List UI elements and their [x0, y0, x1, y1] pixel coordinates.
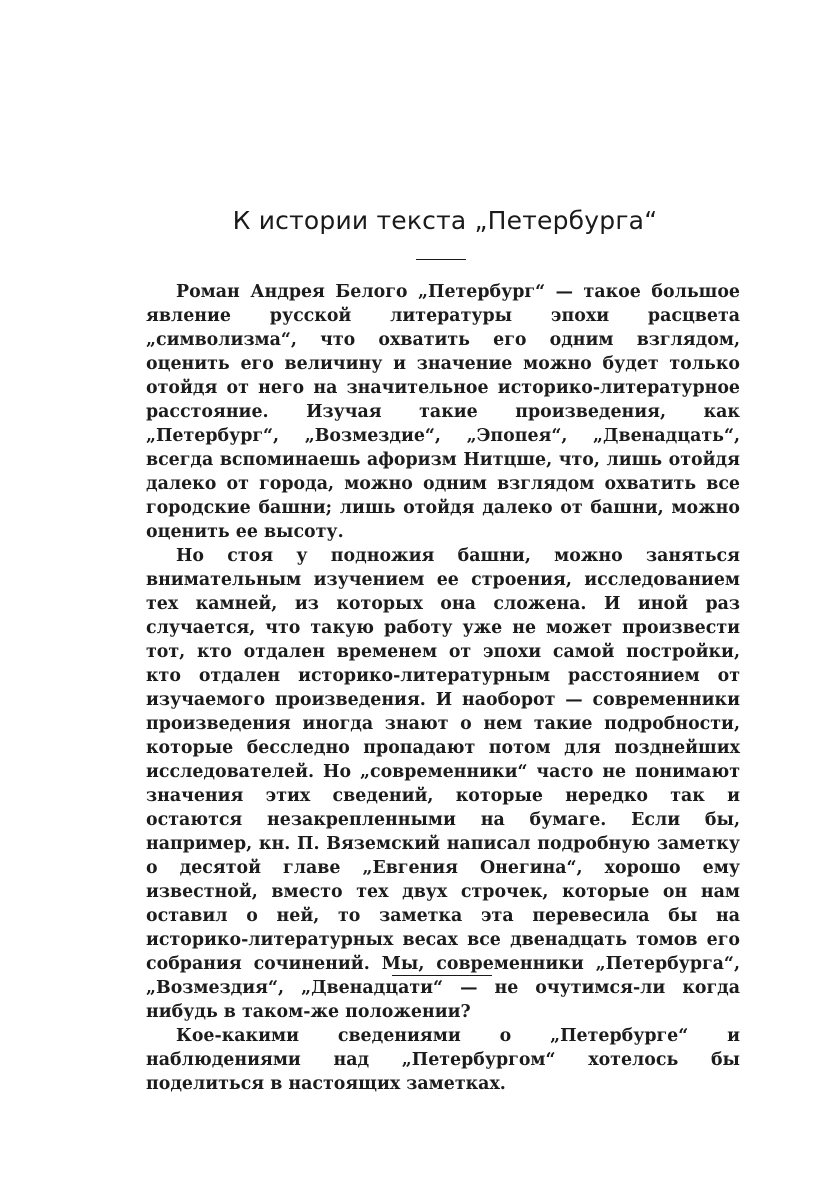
paragraph-1: Роман Андрея Белого „Петербург“ — такое большое явление русской литературы эпохи расцвета „символизма“, что охватить его одним взглядом, оценить его величину и значение можно будет только отойдя от него на значительное историко-литературное расстояние. Изучая такие произведения, как „Петербург“, „Возмездие“, „Эпопея“, „Двенадцать“, всегда вспоминаешь афоризм Нитцше, что, лишь отойдя далеко от города, можно одним взглядом охватить все городские башни; лишь отойдя далеко от башни, можно оценить ее высоту. [146, 282, 740, 542]
paragraph-2: Но стоя у подножия башни, можно заняться внимательным изучением ее строения, исследованием тех камней, из которых она сложена. И иной раз случается, что такую работу уже не может произвести тот, кто отдален временем от эпохи самой постройки, кто отдален историко-литературным расстоянием от изучаемого произведения. И наоборот — современники произведения иногда знают о нем такие подробности, которые бесследно пропадают потом для позднейших исследователей. Но „современники“ часто не понимают значения этих сведений, которые нередко так и остаются незакрепленными на бумаге. Если бы, например, кн. П. Вяземский написал подробную заметку о десятой главе „Евгения Онегина“, хорошо ему известной, вместо тех двух строчек, которые он нам оставил о ней, то заметка эта перевесила бы на историко-литературных весах все двенадцать томов его собрания сочинений. Мы, современники „Петербурга“, „Возмездия“, „Двенадцати“ — не очутимся-ли когда нибудь в таком-же положении? [146, 546, 740, 1022]
body-text [146, 280, 740, 1096]
paragraph-3: Кое-какими сведениями о „Петербурге“ и наблюдениями над „Петербургом“ хотелось бы поделиться в настоящих заметках. [146, 1026, 740, 1094]
page-title: К истории текста „Петербурга“ [232, 206, 658, 235]
end-divider [392, 975, 492, 976]
title-divider [416, 259, 466, 260]
